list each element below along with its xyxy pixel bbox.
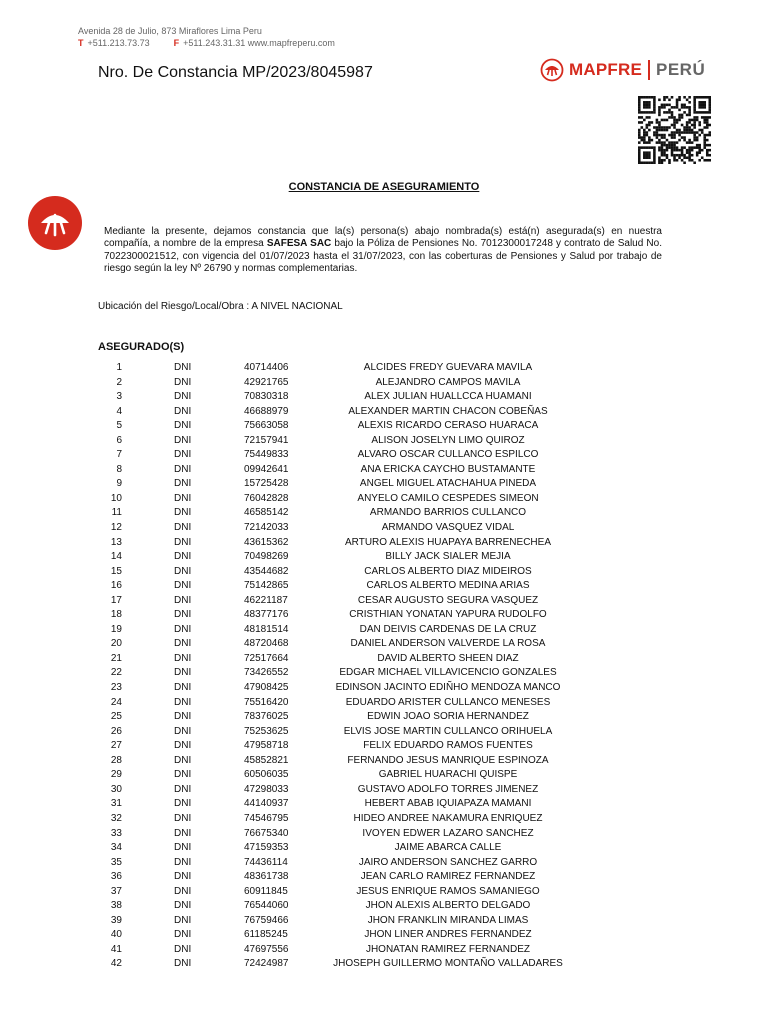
insured-number: 6 [116, 434, 122, 446]
insured-row [0, 957, 768, 972]
insured-number: 25 [110, 711, 122, 723]
insured-number: 26 [110, 725, 122, 737]
insured-number: 40 [110, 929, 122, 941]
document-type: DNI [174, 638, 192, 650]
insured-row [0, 696, 768, 711]
insured-name: ANA ERICKA CAYCHO BUSTAMANTE [360, 463, 536, 475]
document-type: DNI [174, 900, 192, 912]
insured-number: 14 [110, 551, 122, 563]
insured-row [0, 536, 768, 551]
document-number: 60911845 [244, 885, 288, 897]
document-type: DNI [174, 856, 192, 868]
document-type: DNI [174, 696, 192, 708]
document-number: 74436114 [244, 856, 288, 868]
document-type: DNI [174, 623, 192, 635]
document-number: 45852821 [244, 754, 289, 766]
insured-row [0, 783, 768, 798]
insured-name: CARLOS ALBERTO MEDINA ARIAS [366, 580, 530, 592]
document-type: DNI [174, 812, 192, 824]
insured-row [0, 521, 768, 536]
document-number: 47298033 [244, 783, 289, 795]
insured-row [0, 390, 768, 405]
insured-name: ELVIS JOSE MARTIN CULLANCO ORIHUELA [343, 725, 553, 737]
insured-number: 5 [116, 420, 122, 432]
insured-number: 2 [116, 376, 122, 388]
insured-number: 42 [110, 958, 122, 970]
insured-number: 12 [110, 522, 122, 534]
insured-row [0, 492, 768, 507]
document-type: DNI [174, 769, 192, 781]
insured-name: JAIRO ANDERSON SANCHEZ GARRO [358, 856, 538, 868]
insured-name: CARLOS ALBERTO DIAZ MIDEIROS [364, 565, 532, 577]
document-number: 72157941 [244, 434, 289, 446]
brand-divider [648, 60, 650, 80]
insured-name: CRISTHIAN YONATAN YAPURA RUDOLFO [349, 609, 547, 621]
document-number: 73426552 [244, 667, 289, 679]
insured-row [0, 477, 768, 492]
document-number: 47159353 [244, 842, 289, 854]
document-type: DNI [174, 522, 192, 534]
document-number: 47908425 [244, 682, 289, 694]
insured-name: EDUARDO ARISTER CULLANCO MENESES [345, 696, 551, 708]
insured-row [0, 419, 768, 434]
insured-number: 36 [110, 871, 122, 883]
insured-name: GABRIEL HUARACHI QUISPE [378, 769, 518, 781]
insured-row [0, 710, 768, 725]
insured-name: DANIEL ANDERSON VALVERDE LA ROSA [350, 638, 546, 650]
insured-number: 30 [110, 783, 122, 795]
insured-number: 35 [110, 856, 122, 868]
insured-name: EDWIN JOAO SORIA HERNANDEZ [367, 711, 529, 723]
insured-name: ALEX JULIAN HUALLCCA HUAMANI [364, 391, 532, 403]
document-number: 46585142 [244, 507, 289, 519]
insured-row [0, 405, 768, 420]
insured-row [0, 841, 768, 856]
insured-name: EDINSON JACINTO EDIÑHO MENDOZA MANCO [335, 682, 561, 694]
insured-row [0, 928, 768, 943]
document-number: 44140937 [244, 798, 289, 810]
document-type: DNI [174, 682, 192, 694]
document-type: DNI [174, 362, 192, 373]
insured-number: 31 [110, 798, 122, 810]
insured-number: 17 [110, 594, 122, 606]
document-number: 72424987 [244, 958, 289, 970]
document-type: DNI [174, 711, 192, 723]
insured-name: ALEXANDER MARTIN CHACON COBEÑAS [348, 405, 548, 417]
document-number: 48377176 [244, 609, 289, 621]
insured-row [0, 856, 768, 871]
document-number: 75253625 [244, 725, 289, 737]
insured-number: 18 [110, 609, 122, 621]
phone-label: T [78, 38, 84, 48]
insured-number: 23 [110, 682, 122, 694]
insured-name: FELIX EDUARDO RAMOS FUENTES [363, 740, 533, 752]
document-number: 76759466 [244, 914, 289, 926]
document-type: DNI [174, 842, 192, 854]
insured-number: 13 [110, 536, 122, 548]
document-type: DNI [174, 478, 192, 490]
qr-code-icon [638, 96, 711, 164]
document-type: DNI [174, 391, 192, 403]
document-title: CONSTANCIA DE ASEGURAMIENTO [288, 181, 480, 193]
insured-row [0, 914, 768, 929]
insured-name: JHOSEPH GUILLERMO MONTAÑO VALLADARES [333, 958, 563, 970]
insured-row [0, 652, 768, 667]
insured-name: JEAN CARLO RAMIREZ FERNANDEZ [360, 871, 536, 883]
mapfre-seal-icon [28, 196, 82, 250]
insured-row [0, 579, 768, 594]
insured-row [0, 565, 768, 580]
insured-number: 3 [116, 391, 122, 403]
document-number: 15725428 [244, 478, 289, 490]
insured-number: 8 [116, 463, 122, 475]
insured-name: JHON LINER ANDRES FERNANDEZ [364, 929, 532, 941]
insured-row [0, 594, 768, 609]
insured-name: ARTURO ALEXIS HUAPAYA BARRENECHEA [345, 536, 551, 548]
document-number: 61185245 [244, 929, 288, 941]
insured-number: 4 [116, 405, 122, 417]
document-number: 76675340 [244, 827, 289, 839]
document-number: 74546795 [244, 812, 289, 824]
insured-name: ALEXIS RICARDO CERASO HUARACA [357, 420, 539, 432]
insured-heading: ASEGURADO(S) [98, 341, 185, 353]
insured-row [0, 754, 768, 769]
insured-name: ALEJANDRO CAMPOS MAVILA [375, 376, 521, 388]
document-type: DNI [174, 434, 192, 446]
insured-number: 37 [110, 885, 122, 897]
document-number: 48181514 [244, 623, 289, 635]
insured-row [0, 899, 768, 914]
phone-number: +511.213.73.73 [87, 38, 150, 48]
insured-number: 20 [110, 638, 122, 650]
document-type: DNI [174, 725, 192, 737]
insured-name: JHON FRANKLIN MIRANDA LIMAS [367, 914, 529, 926]
insured-name: HIDEO ANDREE NAKAMURA ENRIQUEZ [353, 812, 543, 824]
insured-number: 28 [110, 754, 122, 766]
document-type: DNI [174, 594, 192, 606]
insured-row [0, 506, 768, 521]
insured-number: 29 [110, 769, 122, 781]
insured-number: 39 [110, 914, 122, 926]
document-number: 48720468 [244, 638, 289, 650]
document-number: 76544060 [244, 900, 289, 912]
insured-name: JESUS ENRIQUE RAMOS SAMANIEGO [356, 885, 540, 897]
insured-name: JHON ALEXIS ALBERTO DELGADO [365, 900, 531, 912]
document-number: 42921765 [244, 376, 289, 388]
risk-location: Ubicación del Riesgo/Local/Obra : A NIVEL NACIONAL [98, 301, 343, 312]
brand-logo [540, 58, 705, 82]
document-number: 46688979 [244, 405, 289, 417]
insured-row [0, 623, 768, 638]
insured-number: 32 [110, 812, 122, 824]
insured-name: ALISON JOSELYN LIMO QUIROZ [371, 434, 525, 446]
document-type: DNI [174, 754, 192, 766]
fax-and-website: +511.243.31.31 www.mapfreperu.com [183, 38, 335, 48]
insured-row [0, 943, 768, 958]
insured-number: 34 [110, 842, 122, 854]
insured-row [0, 812, 768, 827]
insured-row [0, 376, 768, 391]
document-number: 76042828 [244, 492, 289, 504]
document-number: 72142033 [244, 522, 289, 534]
document-type: DNI [174, 492, 192, 504]
insured-row [0, 739, 768, 754]
insured-row [0, 463, 768, 478]
insured-row [0, 666, 768, 681]
insured-row [0, 827, 768, 842]
document-number: 60506035 [244, 769, 289, 781]
company-address-block [78, 25, 335, 49]
insured-number: 10 [110, 492, 122, 504]
insured-name: GUSTAVO ADOLFO TORRES JIMENEZ [357, 783, 539, 795]
insured-number: 7 [116, 449, 122, 461]
company-address: Avenida 28 de Julio, 873 Miraflores Lima Peru [78, 26, 262, 36]
document-type: DNI [174, 420, 192, 432]
document-type: DNI [174, 885, 192, 897]
document-number: 70830318 [244, 391, 289, 403]
insured-row [0, 768, 768, 783]
insured-row [0, 550, 768, 565]
insured-number: 41 [110, 943, 122, 955]
insured-row [0, 725, 768, 740]
fax-label: F [173, 38, 180, 48]
document-number: 43615362 [244, 536, 289, 548]
document-type: DNI [174, 536, 192, 548]
insured-number: 15 [110, 565, 122, 577]
insured-row [0, 637, 768, 652]
document-type: DNI [174, 667, 192, 679]
document-number: 40714406 [244, 362, 289, 373]
document-number: 47697556 [244, 943, 289, 955]
document-type: DNI [174, 783, 192, 795]
insured-name: EDGAR MICHAEL VILLAVICENCIO GONZALES [339, 667, 557, 679]
insured-number: 16 [110, 580, 122, 592]
insured-name: DAVID ALBERTO SHEEN DIAZ [377, 652, 519, 664]
insured-name: JAIME ABARCA CALLE [394, 842, 502, 854]
insured-name: ARMANDO BARRIOS CULLANCO [369, 507, 527, 519]
document-number: 09942641 [244, 463, 289, 475]
document-type: DNI [174, 652, 192, 664]
document-type: DNI [174, 376, 192, 388]
insured-row [0, 797, 768, 812]
brand-name: MAPFRE [569, 60, 642, 79]
document-type: DNI [174, 405, 192, 417]
document-type: DNI [174, 798, 192, 810]
insured-row [0, 434, 768, 449]
document-type: DNI [174, 463, 192, 475]
coverage-statement-end: bajo la Póliza de Pensiones No. 7012300017248 y contrato de Salud No. 7022300021512, con vigencia del 01/07/2023 hasta el 31/07/2023, con las coberturas de Pensiones y Salud por trabajo de riesgo según la ley Nº 26790 y normas complementarias. [104, 238, 662, 275]
document-type: DNI [174, 943, 192, 955]
document-type: DNI [174, 507, 192, 519]
document-number: 48361738 [244, 871, 289, 883]
document-number: 75142865 [244, 580, 289, 592]
insured-name: IVOYEN EDWER LAZARO SANCHEZ [362, 827, 534, 839]
company-contact [78, 37, 335, 49]
coverage-statement [104, 226, 662, 276]
brand-country: PERÚ [655, 60, 706, 79]
constancia-number: Nro. De Constancia MP/2023/8045987 [98, 64, 373, 81]
document-number: 47958718 [244, 740, 289, 752]
document-type: DNI [174, 914, 192, 926]
document-type: DNI [174, 565, 192, 577]
insured-name: DAN DEIVIS CARDENAS DE LA CRUZ [359, 623, 537, 635]
insured-list [0, 361, 768, 972]
insured-name: CESAR AUGUSTO SEGURA VASQUEZ [357, 594, 539, 606]
insured-name: ANYELO CAMILO CESPEDES SIMEON [357, 492, 539, 504]
insured-name: JHONATAN RAMIREZ FERNANDEZ [365, 943, 531, 955]
insured-name: FERNANDO JESUS MANRIQUE ESPINOZA [347, 754, 549, 766]
document-number: 70498269 [244, 551, 289, 563]
insured-row [0, 885, 768, 900]
insured-name: ARMANDO VASQUEZ VIDAL [381, 522, 515, 534]
insured-number: 19 [110, 623, 122, 635]
insured-row [0, 681, 768, 696]
insured-company: SAFESA SAC [266, 238, 332, 250]
insured-number: 27 [110, 740, 122, 752]
insured-number: 33 [110, 827, 122, 839]
insured-row [0, 361, 768, 376]
insured-name: HEBERT ABAB IQUIAPAZA MAMANI [364, 798, 532, 810]
document-number: 46221187 [244, 594, 288, 606]
document-type: DNI [174, 609, 192, 621]
document-type: DNI [174, 871, 192, 883]
insured-number: 38 [110, 900, 122, 912]
document-number: 43544682 [244, 565, 289, 577]
mapfre-emblem-icon [540, 58, 564, 82]
document-number: 72517664 [244, 652, 289, 664]
insured-number: 11 [111, 507, 122, 519]
document-number: 78376025 [244, 711, 289, 723]
document-number: 75663058 [244, 420, 289, 432]
insured-number: 22 [110, 667, 122, 679]
document-type: DNI [174, 827, 192, 839]
document-number: 75516420 [244, 696, 289, 708]
insured-number: 9 [116, 478, 122, 490]
document-number: 75449833 [244, 449, 289, 461]
insured-name: ALCIDES FREDY GUEVARA MAVILA [363, 362, 533, 373]
document-type: DNI [174, 740, 192, 752]
insured-number: 1 [116, 362, 122, 373]
insured-name: ALVARO OSCAR CULLANCO ESPILCO [357, 449, 539, 461]
document-type: DNI [174, 929, 192, 941]
insured-number: 21 [110, 652, 122, 664]
insured-number: 24 [110, 696, 122, 708]
document-type: DNI [174, 449, 192, 461]
insured-row [0, 608, 768, 623]
document-type: DNI [174, 958, 192, 970]
coverage-statement-start: Mediante la presente, dejamos constancia que la(s) persona(s) abajo nombrada(s) está(n) asegurada(s) en nuestra compañía, a nombre de la empresa [104, 226, 662, 250]
document-type: DNI [174, 551, 192, 563]
document-type: DNI [174, 580, 192, 592]
insured-row [0, 448, 768, 463]
insured-row [0, 870, 768, 885]
insured-name: BILLY JACK SIALER MEJIA [385, 551, 511, 563]
insured-name: ANGEL MIGUEL ATACHAHUA PINEDA [359, 478, 537, 490]
